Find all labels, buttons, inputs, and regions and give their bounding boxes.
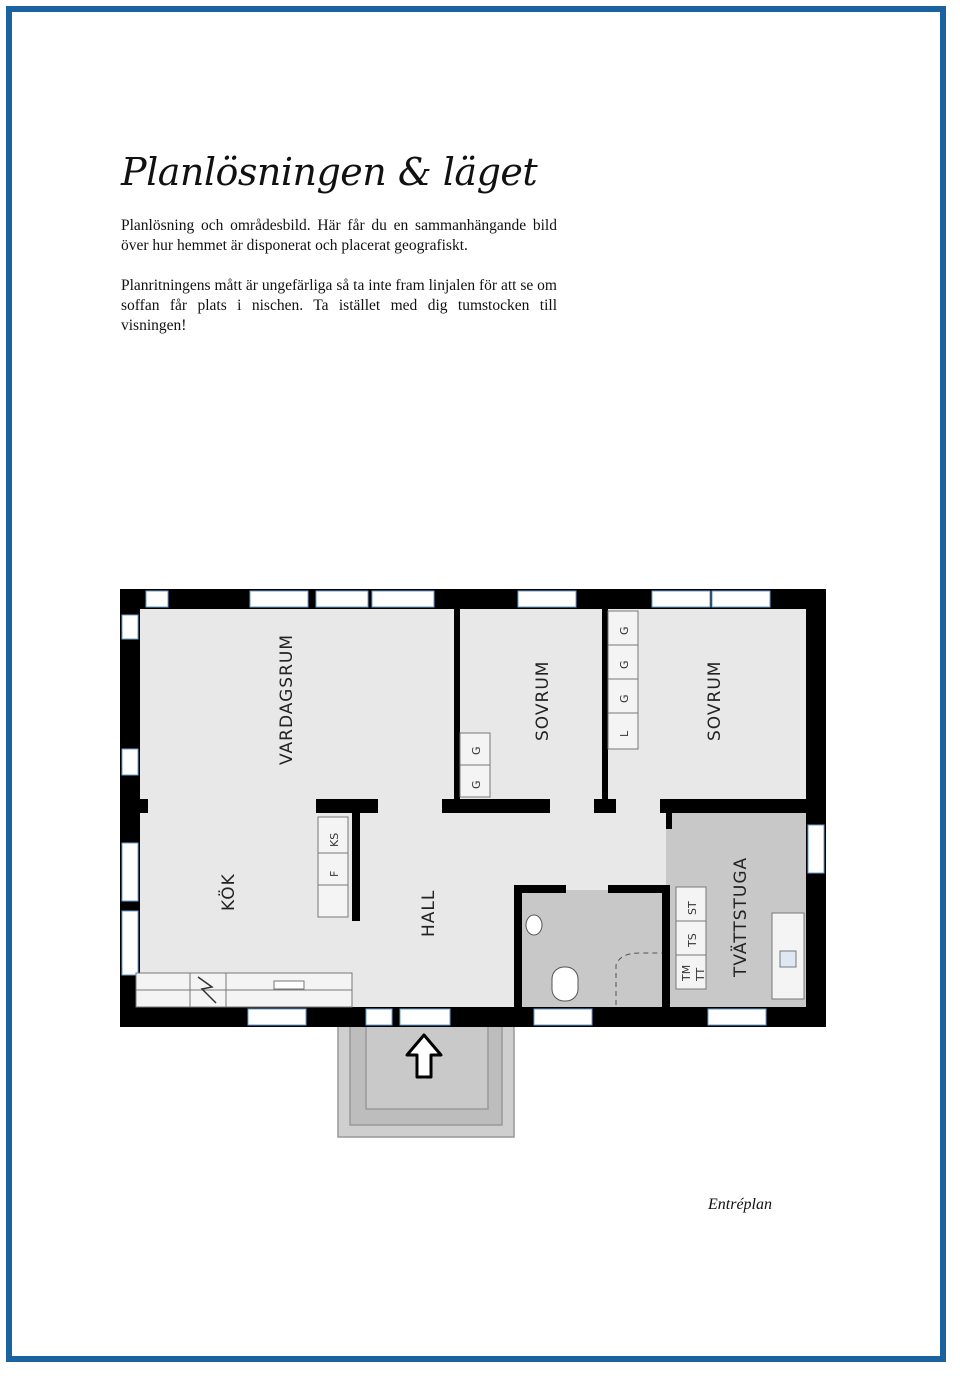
fixture-g-label: G xyxy=(618,694,631,703)
toilet-icon xyxy=(552,967,578,1001)
fixture-g-label: G xyxy=(618,626,631,635)
fixture-l-label: L xyxy=(618,730,631,737)
room-label-tvattstuga: TVÄTTSTUGA xyxy=(731,856,751,977)
fixture-f-label: F xyxy=(328,870,341,877)
fixture-st-label: ST xyxy=(686,901,699,915)
wardrobes-bedroom-1 xyxy=(460,733,490,797)
kitchen-counter xyxy=(136,973,352,1007)
fixture-ks-label: KS xyxy=(328,832,341,847)
fixture-g-label: G xyxy=(470,780,483,789)
room-label-sovrum-2: SOVRUM xyxy=(705,660,725,741)
room-label-sovrum-1: SOVRUM xyxy=(533,660,553,741)
measurement-note-paragraph: Planritningens mått är ungefärliga så ta inte fram linjalen för att se om soffan får plats i nischen. Ta istället med dig tumstocken till visningen! xyxy=(121,277,557,334)
fridge-freezer xyxy=(318,817,348,917)
plan-caption: Entréplan xyxy=(708,1196,772,1213)
sink-icon xyxy=(526,915,542,935)
wardrobes-bedroom-2 xyxy=(608,611,638,749)
intro-paragraph: Planlösning och områdesbild. Här får du en sammanhängande bild över hur hemmet är disponerat och placerat geografiskt. xyxy=(121,217,557,254)
page-title: Planlösningen & läget xyxy=(121,150,538,194)
room-label-hall: HALL xyxy=(419,889,439,937)
floor-plan xyxy=(116,585,828,1145)
floor-bathroom xyxy=(518,890,666,1008)
entrance-porch xyxy=(338,1025,514,1137)
fixture-g-label: G xyxy=(618,660,631,669)
fixture-tm-label: TM xyxy=(680,964,693,981)
fixture-g-label: G xyxy=(470,746,483,755)
fixture-tt-label: TT xyxy=(694,967,707,981)
fixture-ts-label: TS xyxy=(686,933,699,947)
room-label-kok: KÖK xyxy=(219,873,239,911)
room-label-vardagsrum: VARDAGSRUM xyxy=(277,634,297,765)
